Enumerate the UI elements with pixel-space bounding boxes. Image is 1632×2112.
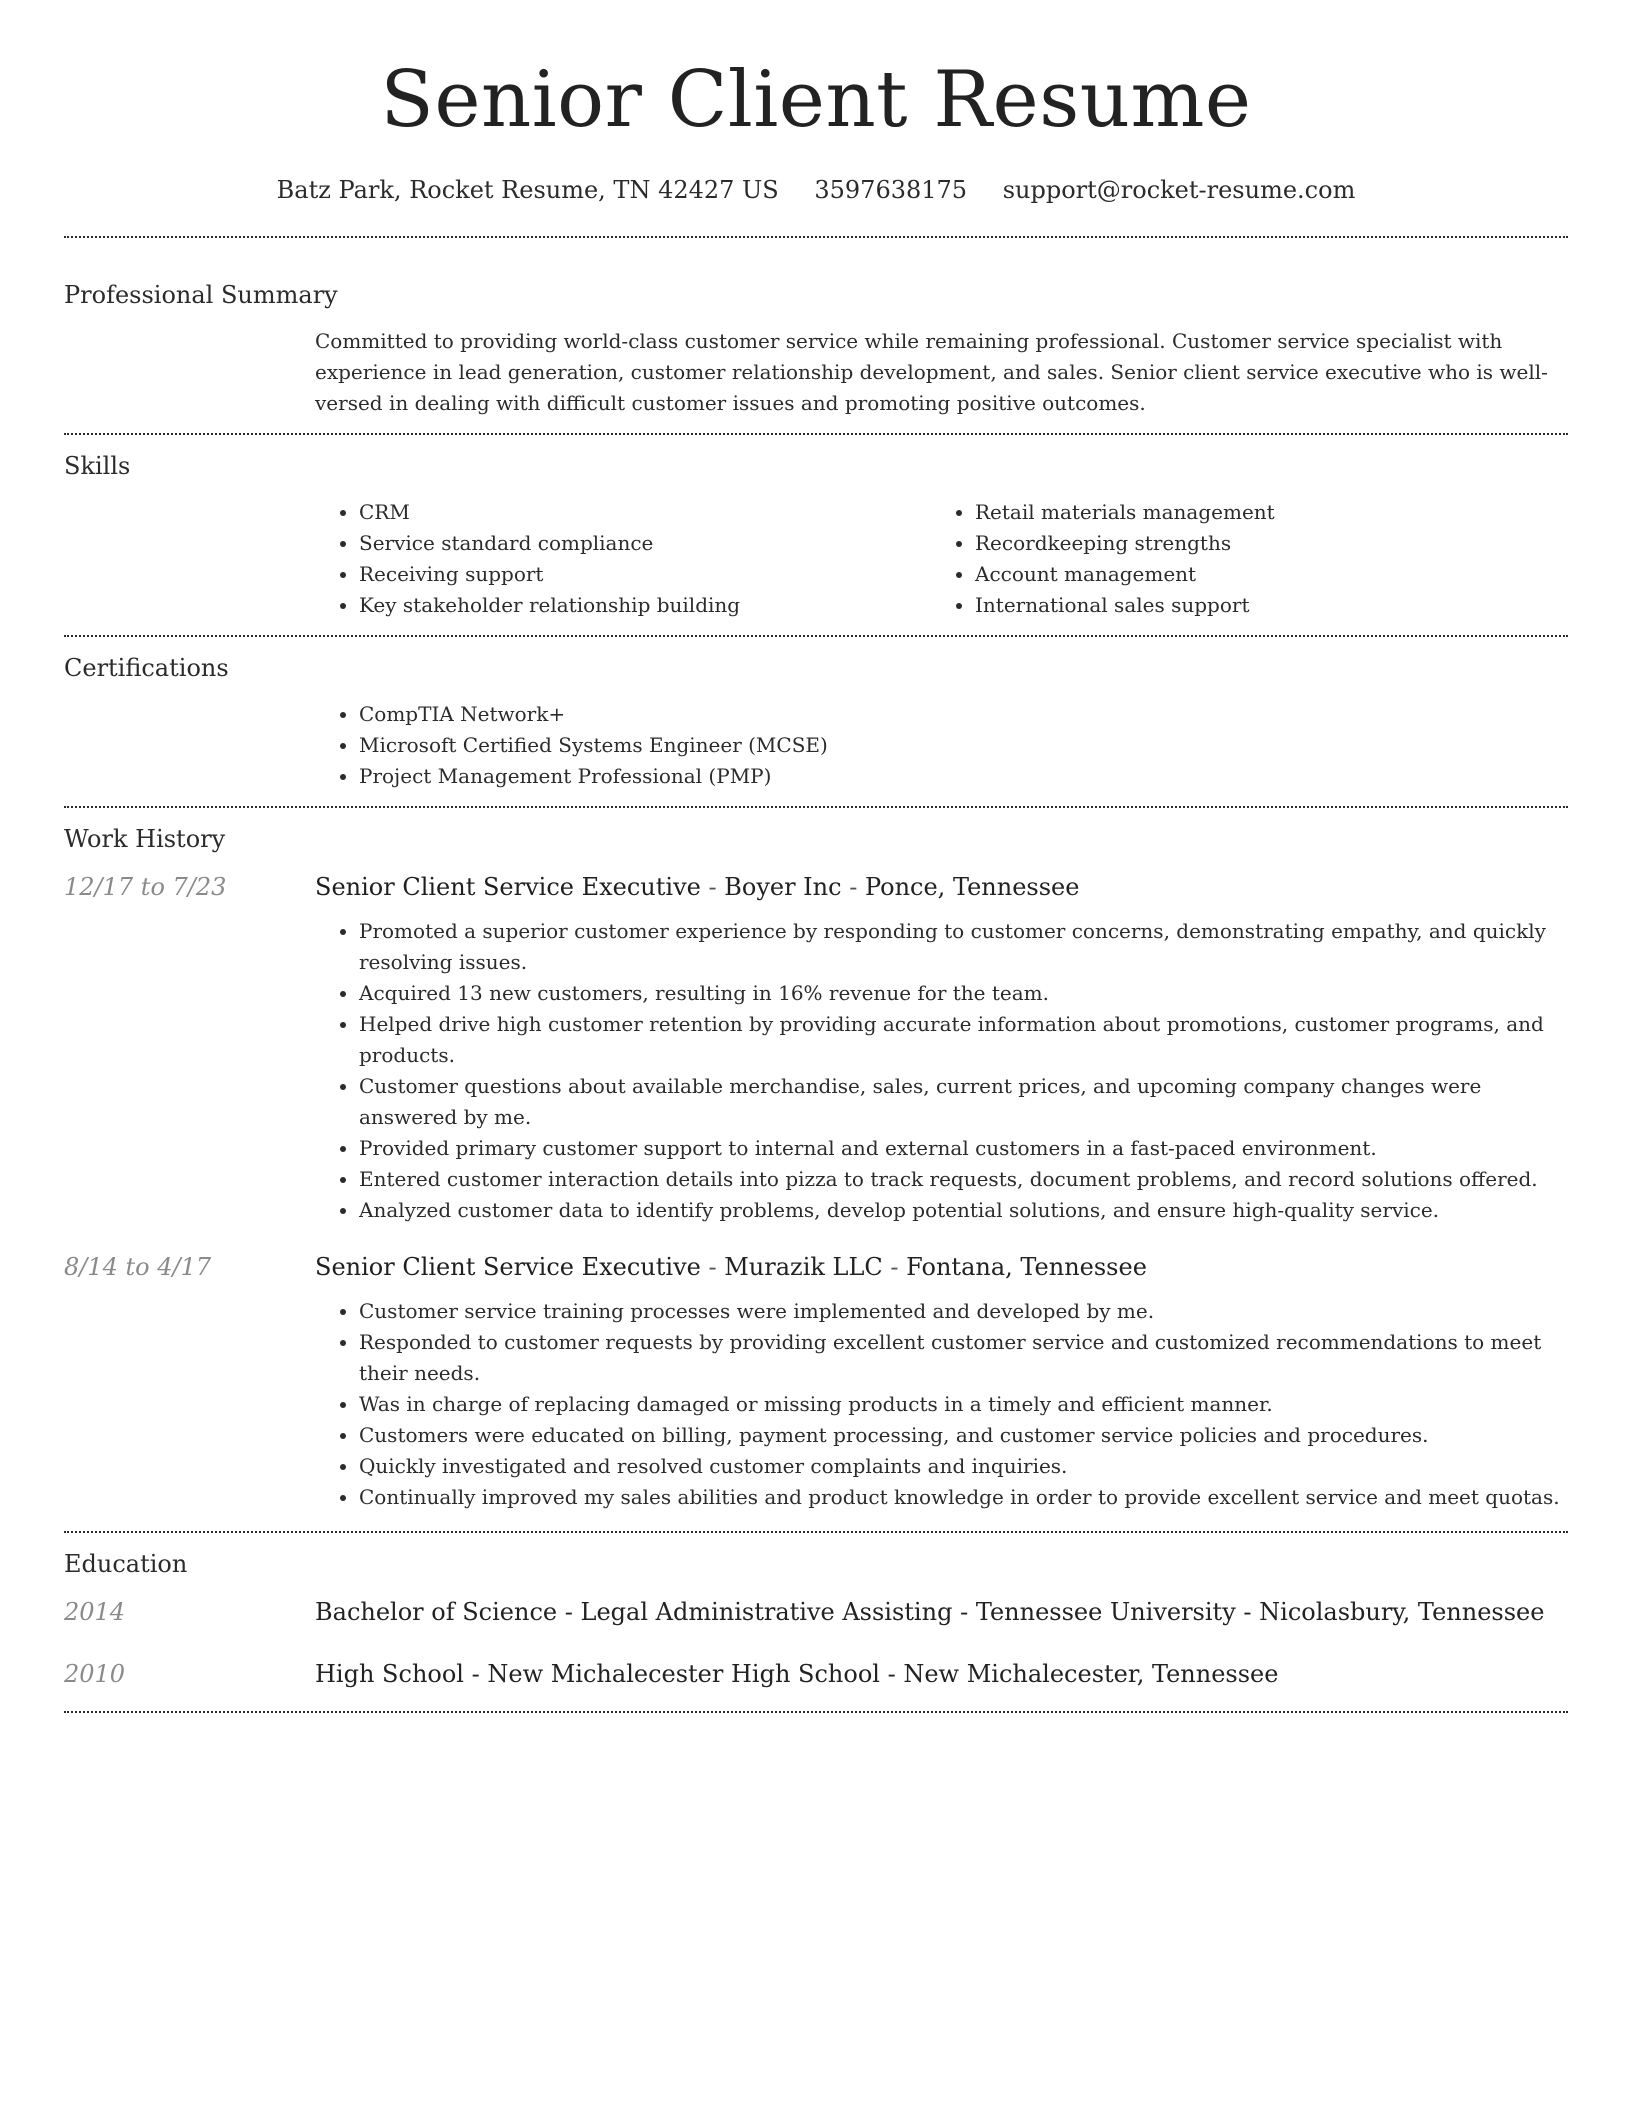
work-bullets [315, 916, 1568, 1226]
skill-item: • International sales support [975, 590, 1547, 621]
work-bullets [315, 1296, 1568, 1513]
skills-section [64, 435, 1568, 635]
candidate-name: Senior Client Resume [380, 55, 1252, 145]
school: New Michalecester High School [487, 1660, 880, 1688]
skill-item: • Recordkeeping strengths [975, 528, 1547, 559]
work-bullet: • Continually improved my sales abilities and product knowledge in order to provide excellent service and meet quotas. [359, 1482, 1568, 1513]
education-entry [64, 1657, 1568, 1691]
school: Tennessee University [975, 1598, 1236, 1626]
skill-item: • Key stakeholder relationship building [359, 590, 931, 621]
certification-item: • Project Management Professional (PMP) [359, 761, 1568, 792]
address: Batz Park, Rocket Resume, TN 42427 US [276, 176, 779, 204]
work-heading: Senior Client Service Executive - Boyer Inc - Ponce, Tennessee [315, 873, 1080, 901]
certifications-list [315, 699, 1568, 792]
skills-columns [315, 497, 1568, 621]
skill-item: • Account management [975, 559, 1547, 590]
education-entry [64, 1595, 1568, 1629]
skills-list-right [931, 497, 1547, 621]
skill-item: • Receiving support [359, 559, 931, 590]
company: Boyer Inc [724, 873, 842, 901]
work-history-section [64, 808, 1568, 1531]
section-title-education: Education [64, 1550, 188, 1578]
work-bullet: • Entered customer interaction details into pizza to track requests, document problems, and record solutions offered. [359, 1164, 1568, 1195]
education-heading: High School - New Michalecester High School - New Michalecester, Tennessee [315, 1660, 1279, 1688]
job-location: Fontana, Tennessee [906, 1253, 1147, 1281]
section-title-work: Work History [64, 825, 226, 853]
skills-list-left [315, 497, 931, 621]
work-entry [64, 1250, 1568, 1513]
work-bullet: • Customer questions about available merchandise, sales, current prices, and upcoming company changes were answered by me. [359, 1071, 1568, 1133]
summary-text: Committed to providing world-class customer service while remaining professional. Customer service specialist with experience in lead generation, customer relationship development, and sales. Senior client service executive who is well-versed in dealing with difficult customer issues and promoting positive outcomes. [315, 329, 1548, 415]
work-bullet: • Customers were educated on billing, payment processing, and customer service policies and procedures. [359, 1420, 1568, 1451]
education-year: 2014 [64, 1598, 126, 1626]
phone: 3597638175 [814, 176, 968, 204]
work-dates: 8/14 to 4/17 [64, 1253, 212, 1281]
certification-item: • Microsoft Certified Systems Engineer (MCSE) [359, 730, 1568, 761]
job-title: Senior Client Service Executive [315, 873, 701, 901]
work-bullet: • Quickly investigated and resolved customer complaints and inquiries. [359, 1451, 1568, 1482]
certification-item: • CompTIA Network+ [359, 699, 1568, 730]
work-heading: Senior Client Service Executive - Murazik LLC - Fontana, Tennessee [315, 1253, 1147, 1281]
work-bullet: • Helped drive high customer retention by providing accurate information about promotions, customer programs, and products. [359, 1009, 1568, 1071]
skill-item: • Service standard compliance [359, 528, 931, 559]
work-bullet: • Was in charge of replacing damaged or missing products in a timely and efficient manner. [359, 1389, 1568, 1420]
job-location: Ponce, Tennessee [864, 873, 1080, 901]
work-bullet: • Provided primary customer support to internal and external customers in a fast-paced environment. [359, 1133, 1568, 1164]
certifications-section [64, 637, 1568, 806]
contact-line [64, 174, 1568, 206]
skill-item: • CRM [359, 497, 931, 528]
degree: Bachelor of Science [315, 1598, 558, 1626]
degree: High School [315, 1660, 464, 1688]
email: support@rocket-resume.com [1002, 176, 1356, 204]
section-title-summary: Professional Summary [64, 281, 338, 309]
work-entry [64, 870, 1568, 1226]
section-title-certifications: Certifications [64, 654, 229, 682]
company: Murazik LLC [724, 1253, 883, 1281]
section-title-skills: Skills [64, 452, 131, 480]
work-dates: 12/17 to 7/23 [64, 873, 227, 901]
divider [64, 1711, 1568, 1713]
education-section [64, 1533, 1568, 1711]
field-of-study: Legal Administrative Assisting [580, 1598, 953, 1626]
skill-item: • Retail materials management [975, 497, 1547, 528]
school-location: Nicolasbury, Tennessee [1259, 1598, 1545, 1626]
education-year: 2010 [64, 1660, 126, 1688]
summary-section [64, 238, 1568, 433]
work-bullet: • Customer service training processes were implemented and developed by me. [359, 1296, 1568, 1327]
resume-header [64, 0, 1568, 206]
work-bullet: • Promoted a superior customer experience by responding to customer concerns, demonstrating empathy, and quickly resolving issues. [359, 916, 1568, 978]
work-bullet: • Responded to customer requests by providing excellent customer service and customized recommendations to meet their needs. [359, 1327, 1568, 1389]
education-heading: Bachelor of Science - Legal Administrative Assisting - Tennessee University - Nicolasbury, Tennessee [315, 1598, 1545, 1626]
school-location: New Michalecester, Tennessee [903, 1660, 1279, 1688]
job-title: Senior Client Service Executive [315, 1253, 701, 1281]
work-bullet: • Acquired 13 new customers, resulting in 16% revenue for the team. [359, 978, 1568, 1009]
work-bullet: • Analyzed customer data to identify problems, develop potential solutions, and ensure high-quality service. [359, 1195, 1568, 1226]
